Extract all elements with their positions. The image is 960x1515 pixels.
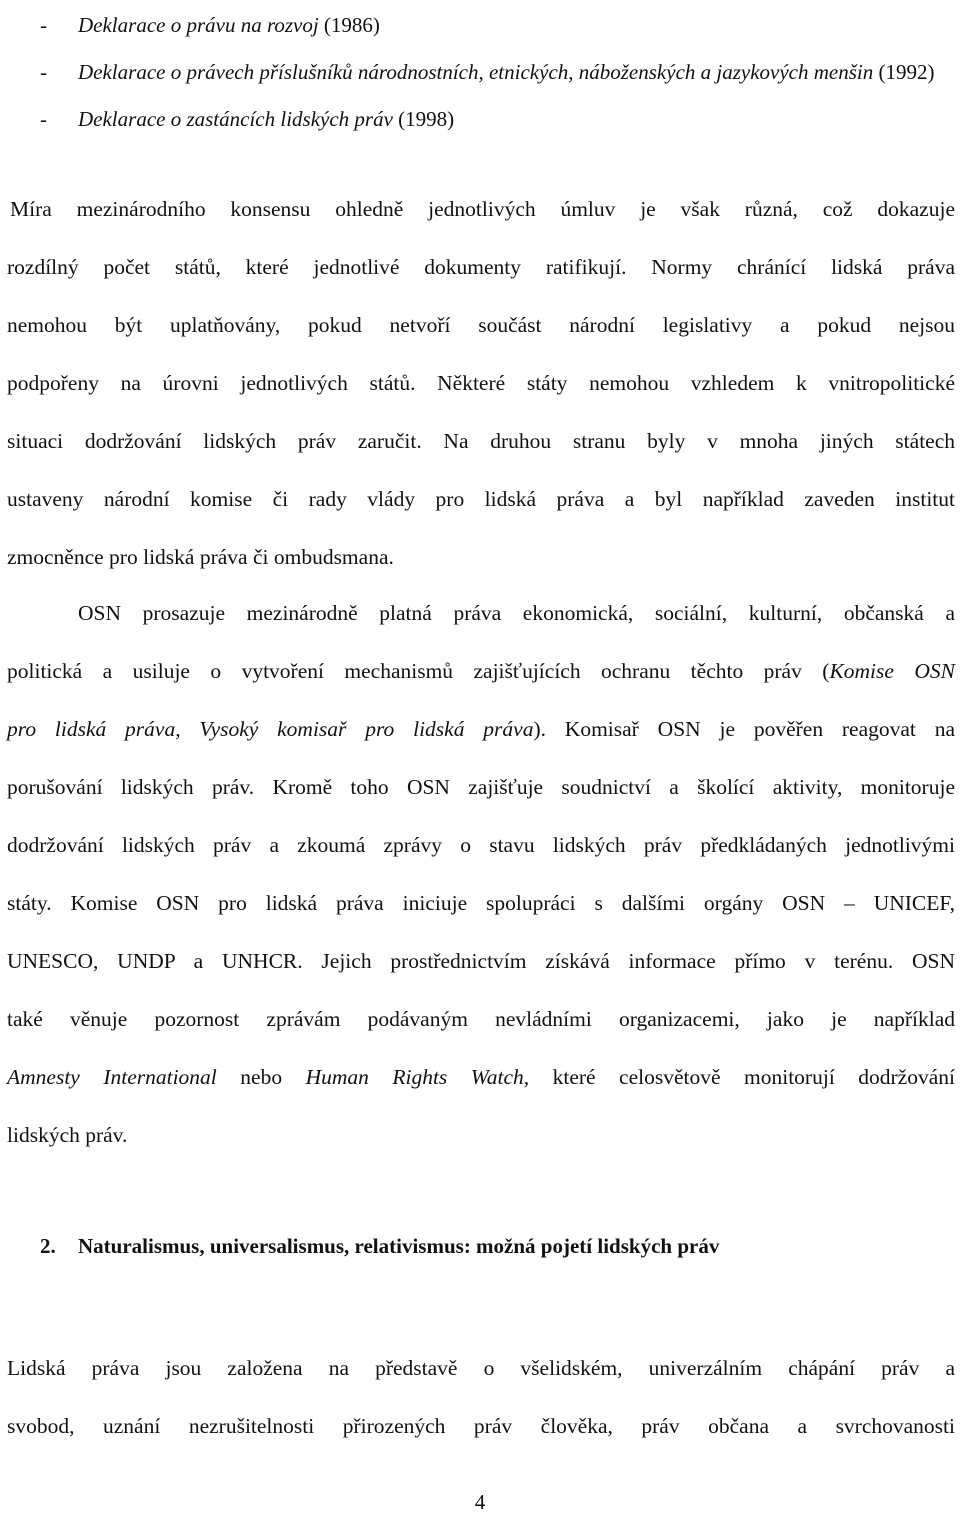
italic-term: pro lidská práva, Vysoký komisař pro lidská práva bbox=[7, 717, 534, 741]
text-run: nebo bbox=[216, 1065, 306, 1089]
list-item-year: (1986) bbox=[323, 13, 380, 37]
paragraph-line: UNESCO, UNDP a UNHCR. Jejich prostřednictvím získává informace přímo v terénu. OSN bbox=[7, 949, 955, 973]
italic-term: Komise OSN bbox=[829, 659, 955, 683]
paragraph-line: OSN prosazuje mezinárodně platná práva ekonomická, sociální, kulturní, občanská a bbox=[78, 601, 955, 625]
declaration-list bbox=[40, 2, 940, 143]
paragraph-line: Lidská práva jsou založena na představě o všelidském, univerzálním chápání práv a bbox=[7, 1356, 955, 1380]
paragraph-line: Míra mezinárodního konsensu ohledně jednotlivých úmluv je však různá, což dokazuje bbox=[10, 197, 955, 221]
section-number: 2. bbox=[40, 1234, 56, 1258]
paragraph-line: lidských práv. bbox=[7, 1123, 128, 1147]
list-item-year: (1992) bbox=[878, 60, 935, 84]
list-dash: - bbox=[40, 107, 47, 131]
paragraph-line: dodržování lidských práv a zkoumá zprávy o stavu lidských práv předkládaných jednotlivými bbox=[7, 833, 955, 857]
list-item-title: Deklarace o právech příslušníků národnostních, etnických, náboženských a jazykových menšin bbox=[78, 60, 874, 84]
paragraph-line bbox=[7, 642, 955, 700]
paragraph-line: podpořeny na úrovni jednotlivých států. Některé státy nemohou vzhledem k vnitropolitické bbox=[7, 371, 955, 395]
paragraph-line: rozdílný počet států, které jednotlivé dokumenty ratifikují. Normy chránící lidská práva bbox=[7, 255, 955, 279]
list-item-title: Deklarace o zastáncích lidských práv bbox=[78, 107, 393, 131]
list-item bbox=[40, 2, 940, 49]
paragraph-line: státy. Komise OSN pro lidská práva iniciuje spolupráci s dalšími orgány OSN – UNICEF, bbox=[7, 891, 955, 915]
list-item-title: Deklarace o právu na rozvoj bbox=[78, 13, 319, 37]
text-run: , které celosvětově monitorují dodržování bbox=[523, 1065, 955, 1089]
page-number: 4 bbox=[474, 1490, 486, 1514]
italic-term: Human Rights Watch bbox=[305, 1065, 524, 1089]
paragraph-human-rights bbox=[7, 1339, 955, 1455]
section-heading bbox=[40, 1234, 719, 1259]
paragraph-line bbox=[7, 700, 955, 758]
paragraph-line: také věnuje pozornost zprávám podávaným nevládními organizacemi, jako je například bbox=[7, 1007, 955, 1031]
paragraph-line: situaci dodržování lidských práv zaručit. Na druhou stranu byly v mnoha jiných státech bbox=[7, 429, 955, 453]
list-item bbox=[40, 96, 940, 143]
paragraph-line: svobod, uznání nezrušitelnosti přirozených práv člověka, práv občana a svrchovanosti bbox=[7, 1414, 955, 1438]
section-title: Naturalismus, universalismus, relativismus: možná pojetí lidských práv bbox=[78, 1234, 720, 1258]
text-run: ). Komisař OSN je pověřen reagovat na bbox=[533, 717, 956, 741]
paragraph-line: zmocněnce pro lidská práva či ombudsmana. bbox=[7, 545, 394, 569]
paragraph-line: nemohou být uplatňovány, pokud netvoří součást národní legislativy a pokud nejsou bbox=[7, 313, 955, 337]
paragraph-line bbox=[7, 1048, 955, 1106]
paragraph-consensus bbox=[7, 180, 955, 586]
italic-term: Amnesty International bbox=[7, 1065, 217, 1089]
text-run: politická a usiluje o vytvoření mechanismů zajišťujících ochranu těchto práv ( bbox=[7, 659, 830, 683]
list-item-year: (1998) bbox=[398, 107, 455, 131]
paragraph-line: porušování lidských práv. Kromě toho OSN zajišťuje soudnictví a školící aktivity, monitoruje bbox=[7, 775, 955, 799]
paragraph-osn bbox=[7, 584, 955, 1164]
list-dash: - bbox=[40, 13, 47, 37]
list-dash: - bbox=[40, 60, 47, 84]
list-item bbox=[40, 49, 940, 96]
paragraph-line: ustaveny národní komise či rady vlády pro lidská práva a byl například zaveden institut bbox=[7, 487, 955, 511]
